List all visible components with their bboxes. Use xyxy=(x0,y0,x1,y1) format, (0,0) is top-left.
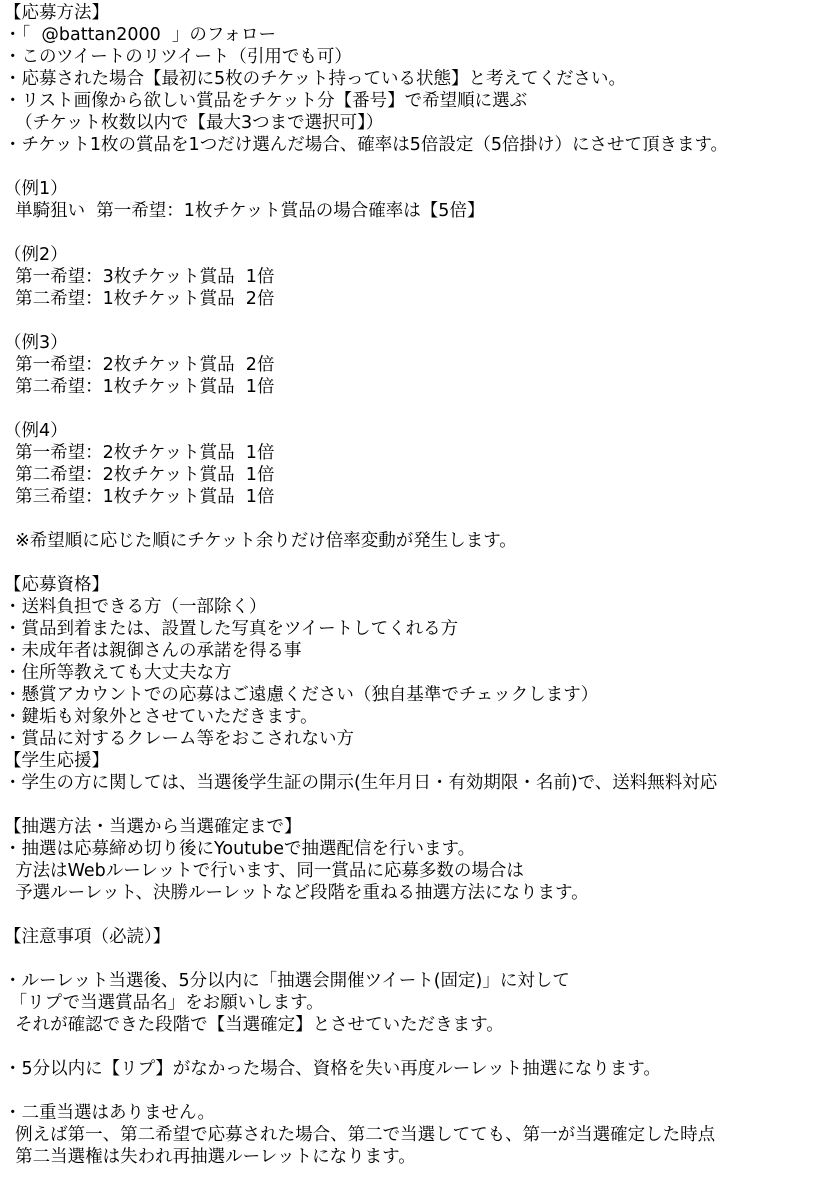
text-line: 方法はWebルーレットで行います、同一賞品に応募多数の場合は xyxy=(4,861,524,881)
text-line: 第一希望：3枚チケット賞品 1倍 xyxy=(4,267,275,287)
blank-line xyxy=(4,794,822,816)
text-line: ・5分以内に【リプ】がなかった場合、資格を失い再度ルーレット抽選になります。 xyxy=(4,1059,661,1079)
text-line: （例3） xyxy=(4,333,68,353)
text-line: ※希望順に応じた順にチケット余りだけ倍率変動が発生します。 xyxy=(4,531,517,551)
text-line: 第一希望：2枚チケット賞品 1倍 xyxy=(4,443,275,463)
text-line: 「リプで当選賞品名」をお願いします。 xyxy=(4,993,324,1013)
text-line: ・鍵垢も対象外とさせていただきます。 xyxy=(4,707,318,727)
text-line: 第一希望：2枚チケット賞品 2倍 xyxy=(4,355,275,375)
text-line: ・住所等教えても大丈夫な方 xyxy=(4,663,232,683)
text-line: 【注意事項（必読）】 xyxy=(4,927,171,947)
text-line: 第二希望：2枚チケット賞品 1倍 xyxy=(4,465,275,485)
text-line: （例2） xyxy=(4,245,68,265)
blank-line xyxy=(4,1080,822,1102)
text-line: 第二希望：1枚チケット賞品 1倍 xyxy=(4,377,275,397)
text-line: （例1） xyxy=(4,179,68,199)
blank-line xyxy=(4,398,822,420)
text-line: 第二当選権は失われ再抽選ルーレットになります。 xyxy=(4,1147,416,1167)
text-line: ・抽選は応募締め切り後にYoutubeで抽選配信を行います。 xyxy=(4,839,476,859)
text-line: （例4） xyxy=(4,421,68,441)
text-line: ・賞品に対するクレーム等をおこされない方 xyxy=(4,729,354,749)
text-line: ・リスト画像から欲しい賞品をチケット分【番号】で希望順に選ぶ xyxy=(4,91,528,111)
blank-line xyxy=(4,552,822,574)
document-body xyxy=(4,2,822,1200)
text-line: 第三希望：1枚チケット賞品 1倍 xyxy=(4,487,275,507)
blank-line xyxy=(4,948,822,970)
text-line: 【抽選方法・当選から当選確定まで】 xyxy=(4,817,302,837)
blank-line xyxy=(4,1036,822,1058)
blank-line xyxy=(4,222,822,244)
text-line: （チケット枚数以内で【最大3つまで選択可】） xyxy=(4,113,384,133)
text-line: 単騎狙い 第一希望：1枚チケット賞品の場合確率は【5倍】 xyxy=(4,201,485,221)
blank-line xyxy=(4,508,822,530)
blank-line xyxy=(4,310,822,332)
text-line: 第二希望：1枚チケット賞品 2倍 xyxy=(4,289,275,309)
text-line: 予選ルーレット、決勝ルーレットなど段階を重ねる抽選方法になります。 xyxy=(4,883,589,903)
text-line: 例えば第一、第二希望で応募された場合、第二で当選してても、第一が当選確定した時点 xyxy=(4,1125,716,1145)
text-line: ・賞品到着または、設置した写真をツイートしてくれる方 xyxy=(4,619,459,639)
blank-line xyxy=(4,904,822,926)
text-line: ・ルーレット当選後、5分以内に「抽選会開催ツイート(固定)」に対して xyxy=(4,971,570,991)
text-line: 【応募資格】 xyxy=(4,575,109,595)
text-line: 【学生応援】 xyxy=(4,751,109,771)
text-line: ・送料負担できる方（一部除く） xyxy=(4,597,267,617)
text-line: ・学生の方に関しては、当選後学生証の開示(生年月日・有効期限・名前)で、送料無料対応 xyxy=(4,773,718,793)
text-line: ・このツイートのリツイート（引用でも可） xyxy=(4,47,352,67)
text-line: ・応募された場合【最初に5枚のチケット持っている状態】と考えてください。 xyxy=(4,69,627,89)
text-line: ・チケット1枚の賞品を1つだけ選んだ場合、確率は5倍設定（5倍掛け）にさせて頂きます。 xyxy=(4,135,729,155)
text-line: それが確認できた段階で【当選確定】とさせていただきます。 xyxy=(4,1015,504,1035)
text-line: ・「 @battan2000 」のフォロー xyxy=(4,25,277,45)
blank-line xyxy=(4,156,822,178)
text-line: ・懸賞アカウントでの応募はご遠慮ください（独自基準でチェックします） xyxy=(4,685,599,705)
text-line: ・二重当選はありません。 xyxy=(4,1103,216,1123)
text-line: ・未成年者は親御さんの承諾を得る事 xyxy=(4,641,302,661)
text-line: 【応募方法】 xyxy=(4,3,109,23)
